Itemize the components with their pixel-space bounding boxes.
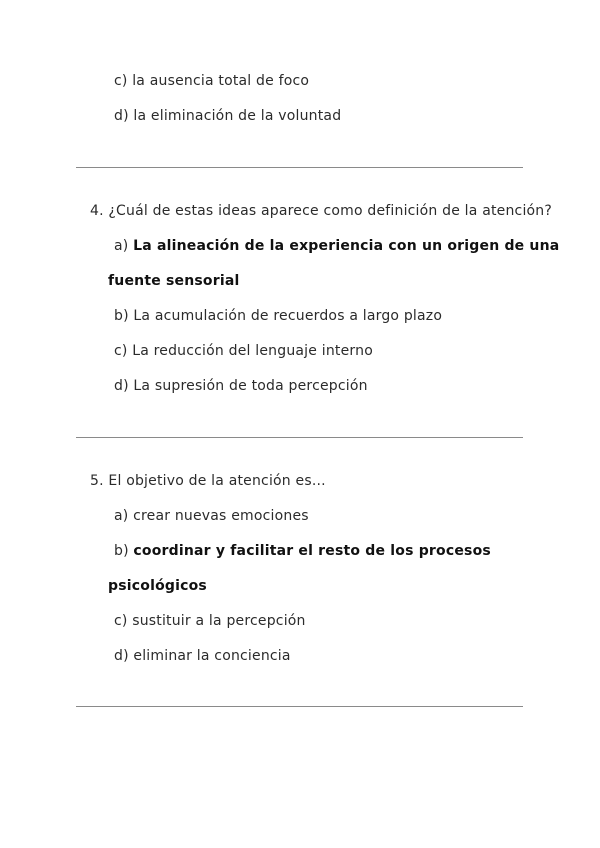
q4-option-c: c) La reducción del lenguaje interno [114, 343, 373, 359]
q5-option-b [114, 542, 491, 560]
q5-option-b-text: coordinar y facilitar el resto de los procesos [133, 543, 491, 559]
q4-option-a-letter: a) [114, 238, 129, 254]
q5-option-b-continuation: psicológicos [108, 578, 207, 594]
q5-prompt: 5. El objetivo de la atención es... [90, 473, 326, 489]
q4-prompt: 4. ¿Cuál de estas ideas aparece como definición de la atención? [90, 203, 553, 219]
prev-option-d-letter: d) [114, 108, 129, 124]
divider [76, 167, 523, 168]
q4-option-a-text: La alineación de la experiencia con un origen de una [133, 238, 560, 254]
prev-option-c-letter: c) [114, 73, 128, 89]
q4-option-d: d) La supresión de toda percepción [114, 378, 368, 394]
q4-option-a [114, 237, 559, 255]
q5-option-d: d) eliminar la conciencia [114, 648, 291, 664]
prev-option-d [114, 107, 341, 125]
q4-option-b: b) La acumulación de recuerdos a largo plazo [114, 308, 443, 324]
prev-option-c [114, 72, 309, 90]
q5-option-b-letter: b) [114, 543, 129, 559]
q5-option-a: a) crear nuevas emociones [114, 508, 309, 524]
q5-option-c: c) sustituir a la percepción [114, 613, 306, 629]
divider [76, 706, 523, 707]
prev-option-d-text: la eliminación de la voluntad [133, 108, 342, 124]
divider [76, 437, 523, 438]
q4-option-a-continuation: fuente sensorial [108, 273, 240, 289]
prev-option-c-text: la ausencia total de foco [132, 73, 310, 89]
